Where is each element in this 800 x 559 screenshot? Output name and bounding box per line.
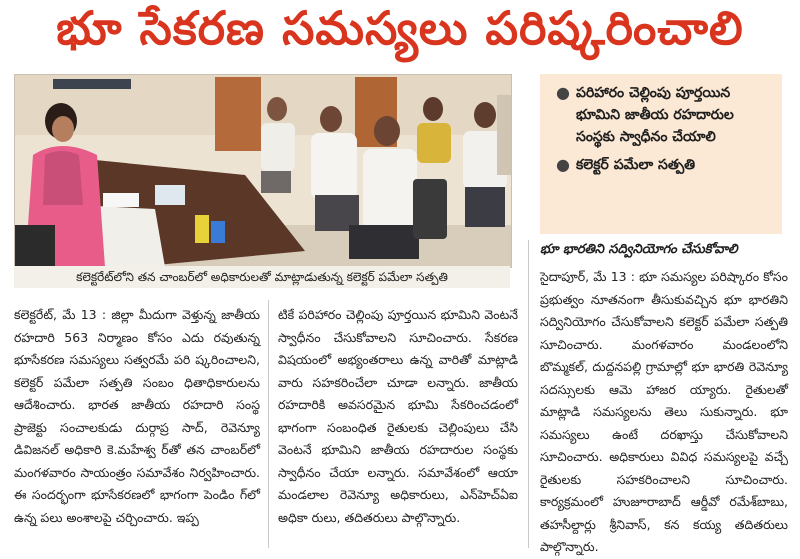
news-photo [14,74,512,268]
article-headline: భూ సేకరణ సమస్యలు పరిష్కరించాలి [56,1,744,55]
column-divider [268,300,269,548]
column-divider [528,240,529,548]
highlight-box [540,74,782,234]
photo-caption: కలెక్టరేట్‌లోని తన చాంబర్‌లో అధికారులతో మాట్లాడుతున్న కలెక్టర్‌ పమేలా సత్పతి [14,266,510,288]
highlight-text: కలెక్టర్‌ పమేలా సత్పతి [576,157,696,173]
highlight-item [554,82,772,148]
article-column-2 [278,304,518,548]
highlight-text: పరిహారం చెల్లింపు పూర్తయిన భూమిని జాతీయ రహదారుల సంస్థకు స్వాధీనం చేయాలి [576,85,734,145]
side-story-subhead: భూ భారతిని సద్వినియోగం చేసుకోవాలి [540,242,738,257]
side-story-column [540,266,788,554]
side-story-text: సైదాపూర్‌, మే 13 : భూ సమస్యల పరిష్కారం కోసం ప్రభుత్వం నూతనంగా తీసుకువచ్చిన భూ భారతిని సద్వినియోగం చేసుకోవాలని కలెక్టర్‌ పమేలా సత్పతి సూచించారు. మంగళవారం మండలంలోని బొమ్మకల్‌, దుద్దనపల్లి గ్రామాల్లో భూ భారతి రెవెన్యూ సదస్సులకు ఆమె హాజర య్యారు. రైతులతో మాట్లాడి సమస్యలను తెలు సుకున్నారు. భూ సమస్యలు ఉంటే దరఖాస్తు చేసుకోవాలని సూచించారు. అధికారులు వివిధ సమస్యలపై వచ్చే రైతులకు సహకరించాలని సూచించారు. కార్యక్రమంలో హుజూరాబాద్‌ ఆర్డీవో రమేశ్‌బాబు, తహసీల్దార్లు శ్రీనివాస్‌, కన కయ్య తదితరులు పాల్గొన్నారు. [540,269,788,554]
bullet-icon: ● [556,83,570,102]
highlight-item [554,154,772,176]
article-text: టికే పరిహారం చెల్లింపు పూర్తయిన భూమిని వెంటనే స్వాధీనం చేసుకోవాలని సూచించారు. సేకరణ విషయంలో అభ్యంతరాలు ఉన్న వారితో మాట్లాడి వారు సహకరించేలా చూడా లన్నారు. జాతీయ రహదారికి అవసరమైన భూమి సేకరించడంలో భాగంగా సంబంధిత రైతులకు చెల్లింపులు చేసి వెంటనే భూమిని జాతీయ రహదారుల సంస్థకు స్వాధీనం చేయా లన్నారు. సమావేశంలో ఆయా మండలాల రెవెన్యూ అధికారులు, ఎన్‌హెచ్‌ఏఐ అధికా రులు, తదితరులు పాల్గొన్నారు. [278,307,518,525]
article-column-1 [14,304,260,548]
bullet-icon: ● [556,155,570,174]
article-text: కలెక్టరేట్‌, మే 13 : జిల్లా మీదుగా వెళ్తున్న జాతీయ రహదారి 563 నిర్మాణం కోసం ఎదు రవుతున్న భూసేకరణ సమస్యలు సత్వరమే పరి ష్కరించాలని, కలెక్టర్‌ పమేలా సత్పతి సంబం ధితాధికారులను ఆదేశించారు. భారత జాతీయ రహదారి సంస్థ ప్రాజెక్టు సంచాలకుడు దుర్గాప్ర సాద్‌, రెవెన్యూ డివిజనల్‌ అధికారి కె.మహేశ్వ ర్‌తో తన చాంబర్‌లో మంగళవారం సాయంత్రం సమావేశం నిర్వహించారు. ఈ సందర్భంగా భూసేకరణలో భాగంగా పెండిం గ్‌లో ఉన్న పలు అంశాలపై చర్చించారు. ఇప్ప [14,307,260,525]
